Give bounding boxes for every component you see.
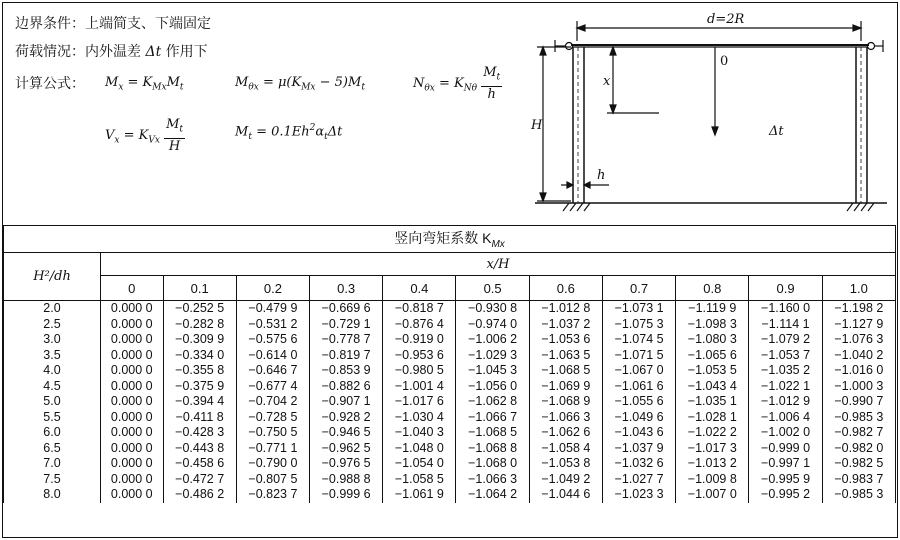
boundary-condition (15, 13, 211, 33)
table-cell: −1.198 2 (822, 301, 895, 317)
row-key: 6.5 (4, 441, 101, 457)
table-cell: 0.000 0 (101, 301, 164, 317)
table-cell: −0.907 1 (310, 394, 383, 410)
table-cell: −0.995 9 (749, 472, 822, 488)
table-cell: 0.000 0 (101, 456, 164, 472)
table-cell: −0.928 2 (310, 410, 383, 426)
table-cell: −0.990 7 (822, 394, 895, 410)
table-row (4, 317, 896, 333)
row-key: 4.5 (4, 379, 101, 395)
table-cell: −1.037 2 (529, 317, 602, 333)
table-cell: −0.472 7 (163, 472, 236, 488)
table-cell: −1.053 8 (529, 456, 602, 472)
table-cell: −0.778 7 (310, 332, 383, 348)
table-cell: −1.040 3 (383, 425, 456, 441)
table-cell: −0.394 4 (163, 394, 236, 410)
table-row (4, 379, 896, 395)
table-cell: 0.000 0 (101, 363, 164, 379)
table-cell: −1.071 5 (602, 348, 675, 364)
table-cell: −1.119 9 (676, 301, 749, 317)
formula-vx: $V_x = K_{Vx}$ $\frac{M_t}{H}$ (105, 117, 183, 154)
table-cell: 0.000 0 (101, 379, 164, 395)
table-cell: −1.073 1 (602, 301, 675, 317)
row-header: H²/dh (4, 253, 101, 301)
table-cell: −0.677 4 (236, 379, 309, 395)
table-cell: −0.729 1 (310, 317, 383, 333)
table-cell: −1.007 0 (676, 487, 749, 503)
formula-ntheta: $N_{\theta x} = K_{N\theta}$ $\frac{M_t}{h}$ (413, 65, 501, 102)
table-cell: −0.919 0 (383, 332, 456, 348)
table-cell: −0.980 5 (383, 363, 456, 379)
table-cell: −1.055 6 (602, 394, 675, 410)
table-cell: −1.074 5 (602, 332, 675, 348)
table-cell: −0.375 9 (163, 379, 236, 395)
table-cell: −0.819 7 (310, 348, 383, 364)
table-cell: −1.114 1 (749, 317, 822, 333)
col-group-header: x/H (101, 253, 896, 276)
table-cell: −0.999 0 (749, 441, 822, 457)
table-cell: −1.048 0 (383, 441, 456, 457)
column-header: 0.6 (529, 276, 602, 301)
row-key: 5.0 (4, 394, 101, 410)
load-delta: Δt (145, 44, 162, 60)
table-cell: −1.009 8 (676, 472, 749, 488)
table-cell: −1.030 4 (383, 410, 456, 426)
table-cell: −1.066 3 (456, 472, 529, 488)
table-cell: −1.049 2 (529, 472, 602, 488)
table-cell: −1.076 3 (822, 332, 895, 348)
table-cell: −1.064 2 (456, 487, 529, 503)
table-cell: −0.458 6 (163, 456, 236, 472)
column-header: 0.5 (456, 276, 529, 301)
table-cell: −1.053 5 (676, 363, 749, 379)
table-cell: −1.068 5 (456, 425, 529, 441)
table-cell: −1.068 0 (456, 456, 529, 472)
table-cell: −0.853 9 (310, 363, 383, 379)
table-cell: −1.044 6 (529, 487, 602, 503)
table-cell: −1.049 6 (602, 410, 675, 426)
table-cell: −1.067 0 (602, 363, 675, 379)
formula-mx: $M_x = K_{Mx}M_t$ (105, 75, 184, 93)
table-cell: −1.022 2 (676, 425, 749, 441)
table-cell: −1.029 3 (456, 348, 529, 364)
row-key: 4.0 (4, 363, 101, 379)
table-cell: −0.750 5 (236, 425, 309, 441)
table-cell: −0.411 8 (163, 410, 236, 426)
table-cell: −1.017 6 (383, 394, 456, 410)
table-cell: −1.061 6 (602, 379, 675, 395)
row-key: 8.0 (4, 487, 101, 503)
table-cell: −1.080 3 (676, 332, 749, 348)
table-cell: −0.443 8 (163, 441, 236, 457)
table-row (4, 410, 896, 426)
table-cell: 0.000 0 (101, 317, 164, 333)
table-cell: 0.000 0 (101, 425, 164, 441)
table-cell: −1.016 0 (822, 363, 895, 379)
table-cell: −0.790 0 (236, 456, 309, 472)
table-row (4, 348, 896, 364)
table-cell: −0.882 6 (310, 379, 383, 395)
table-row (4, 441, 896, 457)
table-cell: −1.017 3 (676, 441, 749, 457)
table-cell: −1.058 5 (383, 472, 456, 488)
H-label: H (531, 118, 543, 133)
table-title-text: 竖向弯矩系数 K (394, 230, 492, 247)
table-cell: −0.988 8 (310, 472, 383, 488)
table-cell: −0.704 2 (236, 394, 309, 410)
table-cell: −1.022 1 (749, 379, 822, 395)
table-cell: −0.669 6 (310, 301, 383, 317)
table-cell: −0.807 5 (236, 472, 309, 488)
table-cell: −0.997 1 (749, 456, 822, 472)
table-cell: −1.032 6 (602, 456, 675, 472)
table-row (4, 425, 896, 441)
table-cell: −1.037 9 (602, 441, 675, 457)
table-cell: −0.995 2 (749, 487, 822, 503)
delta-label: Δt (769, 124, 784, 139)
table-cell: −1.006 4 (749, 410, 822, 426)
table-cell: −1.027 7 (602, 472, 675, 488)
table-cell: −1.002 0 (749, 425, 822, 441)
table-cell: −1.075 3 (602, 317, 675, 333)
table-cell: −1.063 5 (529, 348, 602, 364)
zero-label: 0 (720, 54, 729, 69)
table-row (4, 363, 896, 379)
row-key: 2.5 (4, 317, 101, 333)
table-cell: 0.000 0 (101, 394, 164, 410)
load-label: 荷载情况： (15, 44, 85, 60)
table-cell: −1.006 2 (456, 332, 529, 348)
table-cell: −0.962 5 (310, 441, 383, 457)
table-cell: −1.160 0 (749, 301, 822, 317)
table-cell: −1.098 3 (676, 317, 749, 333)
table-cell: −0.982 7 (822, 425, 895, 441)
column-header-row (4, 276, 896, 301)
table-cell: 0.000 0 (101, 472, 164, 488)
table-row (4, 332, 896, 348)
row-key: 7.0 (4, 456, 101, 472)
table-cell: −0.728 5 (236, 410, 309, 426)
table-cell: −1.012 9 (749, 394, 822, 410)
table-cell: −0.486 2 (163, 487, 236, 503)
table-cell: 0.000 0 (101, 441, 164, 457)
table-cell: −1.079 2 (749, 332, 822, 348)
table-cell: −1.043 6 (602, 425, 675, 441)
table-cell: −0.646 7 (236, 363, 309, 379)
table-cell: −0.334 0 (163, 348, 236, 364)
table-cell: −0.252 5 (163, 301, 236, 317)
table-cell: −1.012 8 (529, 301, 602, 317)
table-row (4, 456, 896, 472)
table-cell: −1.054 0 (383, 456, 456, 472)
table-cell: 0.000 0 (101, 332, 164, 348)
row-key: 5.5 (4, 410, 101, 426)
table-cell: −1.045 3 (456, 363, 529, 379)
table-cell: −1.040 2 (822, 348, 895, 364)
row-key: 7.5 (4, 472, 101, 488)
table-cell: −0.999 6 (310, 487, 383, 503)
table-cell: −0.976 5 (310, 456, 383, 472)
table-cell: −1.053 7 (749, 348, 822, 364)
load-value-pre: 内外温差 (85, 44, 141, 60)
table-cell: −1.013 2 (676, 456, 749, 472)
column-header: 0.7 (602, 276, 675, 301)
h-label: h (597, 168, 606, 183)
row-key: 2.0 (4, 301, 101, 317)
table-cell: −0.974 0 (456, 317, 529, 333)
table-cell: −0.823 7 (236, 487, 309, 503)
table-cell: −0.983 7 (822, 472, 895, 488)
table-cell: −0.930 8 (456, 301, 529, 317)
page-frame (2, 2, 898, 538)
table-cell: −0.946 5 (310, 425, 383, 441)
table-row (4, 472, 896, 488)
table-cell: −0.282 8 (163, 317, 236, 333)
table-cell: −1.061 9 (383, 487, 456, 503)
table-cell: −1.000 3 (822, 379, 895, 395)
column-header: 0 (101, 276, 164, 301)
table-row (4, 301, 896, 317)
table-cell: −1.035 2 (749, 363, 822, 379)
table-row (4, 394, 896, 410)
table-cell: −1.001 4 (383, 379, 456, 395)
boundary-label: 边界条件： (15, 16, 85, 32)
table-cell: −0.428 3 (163, 425, 236, 441)
table-cell: −1.035 1 (676, 394, 749, 410)
column-header: 0.8 (676, 276, 749, 301)
row-key: 3.5 (4, 348, 101, 364)
table-cell: −0.953 6 (383, 348, 456, 364)
table-cell: −1.068 9 (529, 394, 602, 410)
column-header: 0.4 (383, 276, 456, 301)
row-key: 6.0 (4, 425, 101, 441)
table-cell: −0.614 0 (236, 348, 309, 364)
column-header: 0.1 (163, 276, 236, 301)
calc-label: 计算公式： (15, 76, 85, 92)
table-cell: −1.069 9 (529, 379, 602, 395)
diameter-label: d=2R (707, 12, 745, 27)
row-key: 3.0 (4, 332, 101, 348)
table-cell: −1.053 6 (529, 332, 602, 348)
table-cell: 0.000 0 (101, 348, 164, 364)
x-label: x (603, 74, 611, 89)
table-cell: −0.531 2 (236, 317, 309, 333)
table-cell: −1.062 6 (529, 425, 602, 441)
coefficient-table (3, 225, 896, 503)
table-cell: −0.982 0 (822, 441, 895, 457)
load-case (15, 41, 208, 61)
boundary-value: 上端简支、下端固定 (85, 16, 211, 32)
table-cell: −0.355 8 (163, 363, 236, 379)
table-cell: −0.309 9 (163, 332, 236, 348)
table-cell: −1.043 4 (676, 379, 749, 395)
table-cell: −0.479 9 (236, 301, 309, 317)
table-cell: −0.985 3 (822, 410, 895, 426)
table-cell: −1.127 9 (822, 317, 895, 333)
table-cell: −1.065 6 (676, 348, 749, 364)
table-cell: −0.985 3 (822, 487, 895, 503)
table-cell: −1.056 0 (456, 379, 529, 395)
table-title-sub: Mx (491, 238, 505, 250)
formula-mtheta: $M_{\theta x} = \mu(K_{Mx} - 5)M_t$ (235, 75, 365, 93)
column-header: 0.9 (749, 276, 822, 301)
table-cell: −1.028 1 (676, 410, 749, 426)
table-cell: −1.068 5 (529, 363, 602, 379)
table-cell: −1.068 8 (456, 441, 529, 457)
table-cell: 0.000 0 (101, 487, 164, 503)
table-cell: −1.062 8 (456, 394, 529, 410)
table-cell: −0.876 4 (383, 317, 456, 333)
table-title (4, 226, 896, 253)
table-cell: −0.982 5 (822, 456, 895, 472)
formula-mt: $M_t = 0.1Eh^2\alpha_t\Delta t$ (235, 123, 343, 142)
table-cell: 0.000 0 (101, 410, 164, 426)
table-row (4, 487, 896, 503)
table-cell: −1.066 7 (456, 410, 529, 426)
table-cell: −0.575 6 (236, 332, 309, 348)
load-value-post: 作用下 (165, 44, 208, 60)
table-cell: −0.818 7 (383, 301, 456, 317)
column-header: 1.0 (822, 276, 895, 301)
table-cell: −1.058 4 (529, 441, 602, 457)
table-cell: −0.771 1 (236, 441, 309, 457)
header-section (3, 3, 896, 226)
table-cell: −1.023 3 (602, 487, 675, 503)
table-cell: −1.066 3 (529, 410, 602, 426)
tank-diagram (531, 7, 891, 219)
column-header: 0.3 (310, 276, 383, 301)
column-header: 0.2 (236, 276, 309, 301)
